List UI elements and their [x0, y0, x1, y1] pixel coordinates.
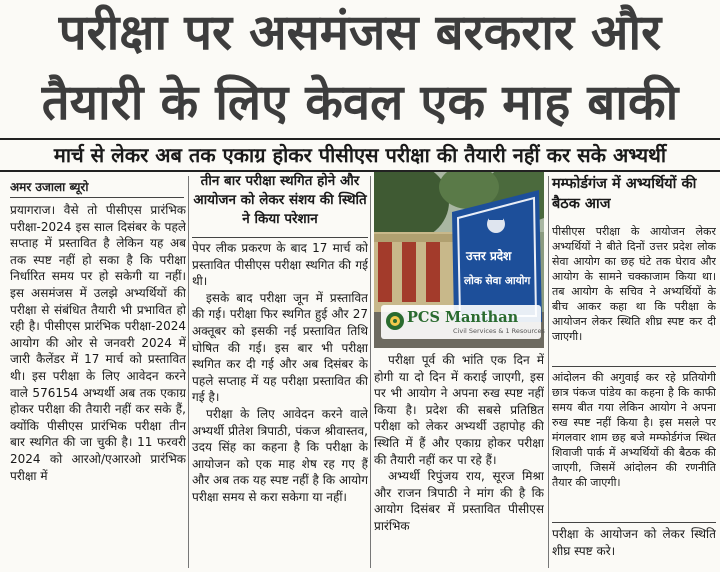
- box-paragraph-2: इसके बाद परीक्षा जून में प्रस्तावित की गई। परीक्षा फिर स्थगित हुई और 27 अक्तूबर को इसकी नई प्रस्तावित तिथि घोषित की गई। इस बार भी परीक्षा स्थगित कर दी गई और अब दिसंबर के पहले सप्ताह में यह परीक्षा प्रस्तावित की गई है।: [192, 290, 368, 405]
- byline-divider: [10, 197, 184, 198]
- column-3-paragraph-2: अभ्यर्थी रिपुंजय राय, सूरज मिश्रा और राजन त्रिपाठी ने मांग की है कि आयोग दिसंबर में प्रस्तावित पीसीएस प्रारंभिक: [374, 469, 544, 533]
- sidebar-divider: [552, 366, 716, 367]
- headline-line-1: परीक्षा पर असमंजस बरकरार और: [58, 4, 662, 61]
- byline: अमर उजाला ब्यूरो: [10, 180, 89, 194]
- brand-logo-icon: [385, 311, 405, 331]
- sign-text-line-1: उत्तर प्रदेश: [466, 249, 512, 263]
- article-column-3: [374, 352, 544, 570]
- column-divider: [548, 176, 549, 568]
- brand-tagline: Civil Services & 1 Resources: [453, 327, 545, 335]
- sidebar-paragraph-1-block: [552, 224, 716, 364]
- article-column-2: [192, 240, 368, 570]
- watermark-banner: [381, 305, 545, 339]
- sign-text-line-2: लोक सेवा आयोग: [464, 275, 531, 287]
- sidebar-paragraph-2: आंदोलन की अगुवाई कर रहे प्रतियोगी छात्र पंकज पांडेय का कहना है कि काफी समय बीत गया लेकिन आयोग ने अपना रुख स्पष्ट नहीं किया है। इस मसले पर मंगलवार शाम छह बजे मम्फोर्डगंज स्थित शिवाजी पार्क में अभ्यर्थियों की बैठक की जाएगी, जिसमें आंदोलन की रणनीति तैयार की जाएगी।: [552, 371, 716, 489]
- sidebar-paragraph-2-block: [552, 370, 716, 520]
- sidebar-paragraph-3: परीक्षा के आयोजन को लेकर स्थिति शीघ्र स्पष्ट करे।: [552, 527, 716, 558]
- sidebar-paragraph-3-block: [552, 526, 716, 570]
- column-divider: [370, 176, 371, 568]
- box-heading: तीन बार परीक्षा स्थगित होने और आयोजन को लेकर संशय की स्थिति ने किया परेशान: [193, 173, 367, 227]
- box-heading-divider: [192, 237, 368, 238]
- column-3-paragraph-1: परीक्षा पूर्व की भांति एक दिन में होगी या दो दिन में कराई जाएगी, इस पर भी आयोग ने अपना रुख स्पष्ट नहीं किया है। प्रदेश की सबसे प्रतिष्ठित परीक्षा को लेकर अभ्यर्थी उहापोह की स्थिति में हैं और एकाग्र होकर परीक्षा की तैयारी नहीं कर पा रहे हैं।: [374, 353, 544, 467]
- subheadline: मार्च से लेकर अब तक एकाग्र होकर पीसीएस परीक्षा की तैयारी नहीं कर सके अभ्यर्थी: [0, 138, 720, 172]
- column-divider: [188, 176, 189, 568]
- article-column-1-text: प्रयागराज। वैसे तो पीसीएस प्रारंभिक परीक्षा-2024 इस साल दिसंबर के पहले सप्ताह में प्रस्तावित है लेकिन यह अब तक स्पष्ट नहीं हो सका है कि परीक्षा निर्धारित समय पर हो सकेगी या नहीं। इस असमंजस में उलझे अभ्यर्थियों की परीक्षा से संबंधित तैयारी भी प्रभावित हो रही है। पीसीएस प्रारंभिक परीक्षा-2024 आयोग की ओर से जनवरी 2024 में जारी कैलेंडर में 17 मार्च को प्रस्तावित थी। इस परीक्षा के लिए आवेदन करने वाले 576154 अभ्यर्थी अब तक एकाग्र होकर परीक्षा की तैयारी नहीं कर सके हैं, क्योंकि पीसीएस प्रारंभिक परीक्षा तीन बार स्थगित की जा चुकी है। 11 फरवरी 2024 को आरओ/एआरओ प्रारंभिक परीक्षा में: [10, 203, 186, 483]
- brand-name: PCS Manthan: [407, 309, 519, 326]
- sidebar-divider: [552, 522, 716, 523]
- sidebar-paragraph-1: पीसीएस परीक्षा के आयोजन लेकर अभ्यर्थियों ने बीते दिनों उत्तर प्रदेश लोक सेवा आयोग का छह घंटे तक घेराव और आयोग के सामने चक्काजाम किया था। तब आयोग के सचिव ने अभ्यर्थियों के बीच आकर कहा था कि परीक्षा के आयोजन लेकर स्थिति शीघ्र स्पष्ट कर दी जाएगी।: [552, 225, 716, 343]
- article-column-1: [10, 202, 186, 568]
- headline: [0, 0, 720, 140]
- headline-line-2: तैयारी के लिए केवल एक माह बाकी: [41, 74, 679, 131]
- sidebar-heading: मम्फोर्डगंज में अभ्यर्थियों की बैठक आज: [552, 176, 697, 212]
- box-paragraph-3: परीक्षा के लिए आवेदन करने वाले अभ्यर्थी प्रीतेश त्रिपाठी, पंकज श्रीवास्तव, उदय सिंह का कहना है कि परीक्षा के आयोजन को एक माह शेष रह गए हैं और अब तक यह स्पष्ट नहीं है कि आयोग परीक्षा समय से करा सकेगा या नहीं।: [192, 406, 368, 504]
- box-paragraph-1: पेपर लीक प्रकरण के बाद 17 मार्च को प्रस्तावित पीसीएस परीक्षा स्थगित की गई थी।: [192, 241, 368, 289]
